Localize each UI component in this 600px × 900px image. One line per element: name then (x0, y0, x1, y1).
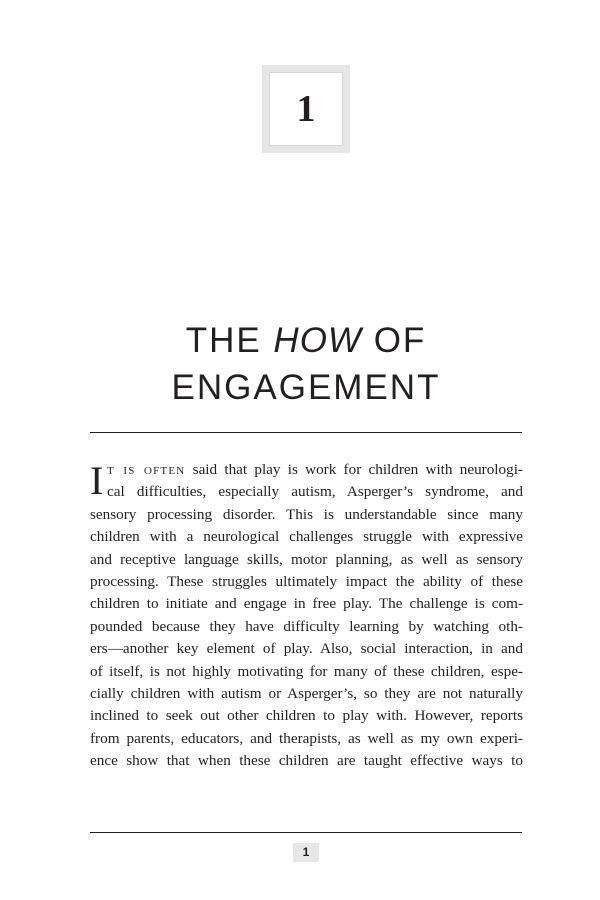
chapter-number-badge (262, 65, 350, 153)
body-line: children with a neurological challenges struggle with expressive (90, 528, 523, 546)
body-line: cially children with autism or Asperger’s, so they are not naturally (90, 685, 523, 703)
chapter-title-line-1 (0, 317, 600, 364)
body-line: sensory processing disorder. This is understandable since many (90, 505, 523, 523)
page-number: 1 (293, 843, 319, 862)
body-line: ers—another key element of play. Also, social interaction, in and (90, 640, 523, 658)
bottom-divider (90, 832, 522, 833)
chapter-title-line-2: ENGAGEMENT (171, 368, 441, 408)
body-line: processing. These struggles ultimately impact the ability of these (90, 573, 523, 591)
body-line: of itself, is not highly motivating for many of these children, espe- (90, 662, 523, 680)
body-line-1-rest: said that play is work for children with neurologi- (185, 461, 523, 478)
body-line: from parents, educators, and therapists, as well as my own experi- (90, 729, 523, 747)
drop-cap: I (90, 458, 104, 503)
top-divider (90, 432, 522, 433)
chapter-number: 1 (296, 88, 316, 130)
lead-in-smallcaps: t is often (107, 461, 186, 478)
body-line: ence show that when these children are taught effective ways to (90, 752, 523, 770)
chapter-title (0, 317, 600, 411)
body-line: and receptive language skills, motor planning, as well as sensory (90, 550, 523, 568)
body-line (90, 459, 523, 481)
body-text (90, 459, 523, 773)
body-line: cal difficulties, especially autism, Asperger’s syndrome, and (107, 483, 523, 501)
title-word-of: OF (373, 321, 427, 361)
title-word-how: HOW (273, 321, 362, 361)
title-word-the: THE (185, 321, 262, 361)
body-line: children to initiate and engage in free play. The challenge is com- (90, 595, 523, 613)
body-line: pounded because they have difficulty learning by watching oth- (90, 617, 523, 635)
body-line: inclined to seek out other children to play with. However, reports (90, 707, 523, 725)
